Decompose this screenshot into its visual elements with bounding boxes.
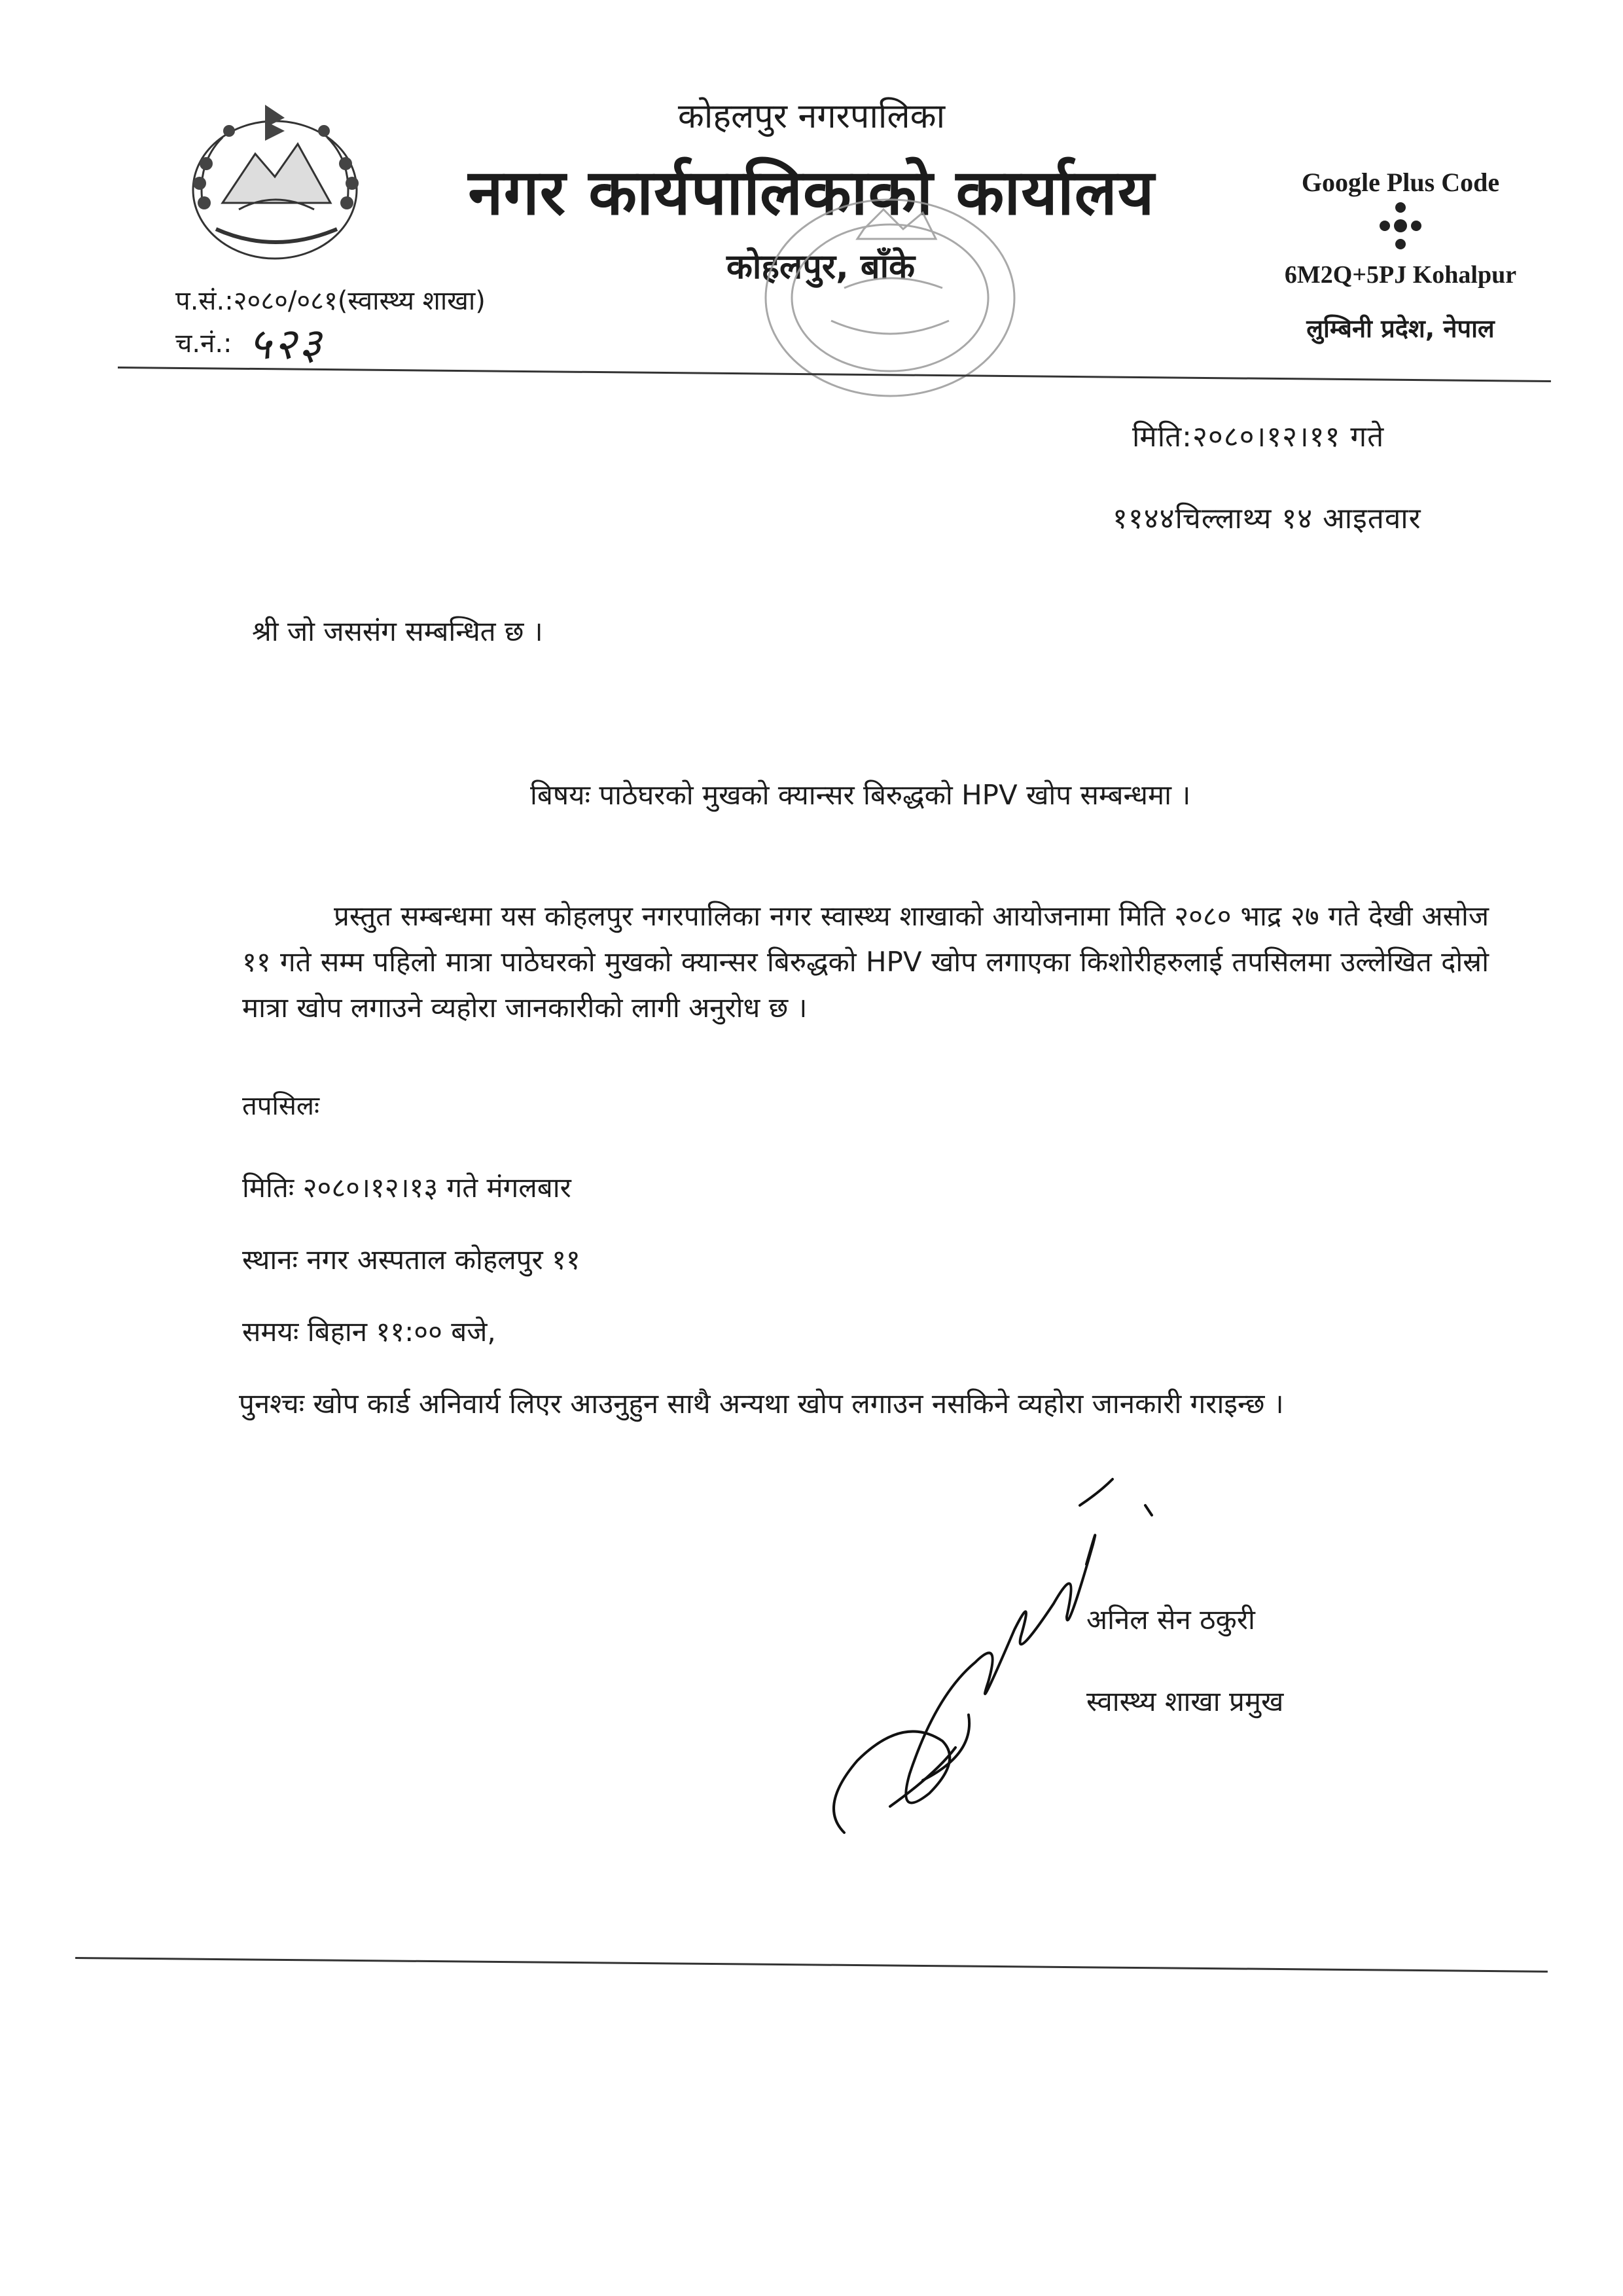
signatory-name: अनिल सेन ठकुरी bbox=[1086, 1604, 1255, 1636]
details-place: स्थानः नगर अस्पताल कोहलपुर ११ bbox=[242, 1244, 580, 1276]
office-title: नगर कार्यपालिकाको कार्यालय bbox=[468, 156, 1155, 229]
details-heading: तपसिलः bbox=[242, 1091, 320, 1121]
province-text: लुम्बिनी प्रदेश, नेपाल bbox=[1306, 314, 1495, 343]
plus-code-title: Google Plus Code bbox=[1301, 168, 1500, 197]
letter-date: मिति:२०८०।१२।११ गते bbox=[1132, 420, 1385, 454]
dispatch-number-label: च.नं.: bbox=[175, 329, 232, 359]
signatory-title: स्वास्थ्य शाखा प्रमुख bbox=[1086, 1685, 1284, 1717]
details-date: मितिः २०८०।१२।१३ गते मंगलबार bbox=[242, 1172, 571, 1204]
dispatch-number-value: ५२३ bbox=[249, 319, 324, 369]
letter-date-secondary: ११४४चिल्लाथ्य १४ आइतवार bbox=[1113, 502, 1421, 535]
recipient: श्री जो जससंग सम्बन्धित छ । bbox=[252, 615, 543, 647]
reference-number: प.सं.:२०८०/०८१(स्वास्थ्य शाखा) bbox=[175, 286, 486, 316]
footer-divider bbox=[75, 1957, 1548, 1973]
handwritten-signature-icon bbox=[805, 1466, 1171, 1859]
municipality-name: कोहलपुर नगरपालिका bbox=[677, 97, 946, 136]
postscript: पुनश्चः खोप कार्ड अनिवार्य लिएर आउनुहुन साथै अन्यथा खोप लगाउन नसकिने व्यहोरा जानकारी गराइन्छ । bbox=[239, 1388, 1284, 1420]
office-location: कोहलपुर, बाँके bbox=[726, 247, 916, 287]
plus-code-dots-icon bbox=[1368, 200, 1433, 252]
plus-code-value: 6M2Q+5PJ Kohalpur bbox=[1284, 261, 1517, 289]
details-time: समयः बिहान ११:०० बजे, bbox=[242, 1316, 496, 1348]
body-paragraph: प्रस्तुत सम्बन्धमा यस कोहलपुर नगरपालिका नगर स्वास्थ्य शाखाको आयोजनामा मिति २०८० भाद्र २७ गते देखी असोज ११ गते सम्म पहिलो मात्रा पाठेघरको मुखको क्यान्सर बिरुद्धको HPV खोप लगाएका किशोरीहरुलाई तपसिलमा उल्लेखित दोस्रो मात्रा खोप लगाउने व्यहोरा जानकारीको लागी अनुरोध छ । bbox=[242, 900, 1489, 1024]
subject-line: बिषयः पाठेघरको मुखको क्यान्सर बिरुद्धको HPV खोप सम्बन्धमा । bbox=[530, 779, 1191, 811]
